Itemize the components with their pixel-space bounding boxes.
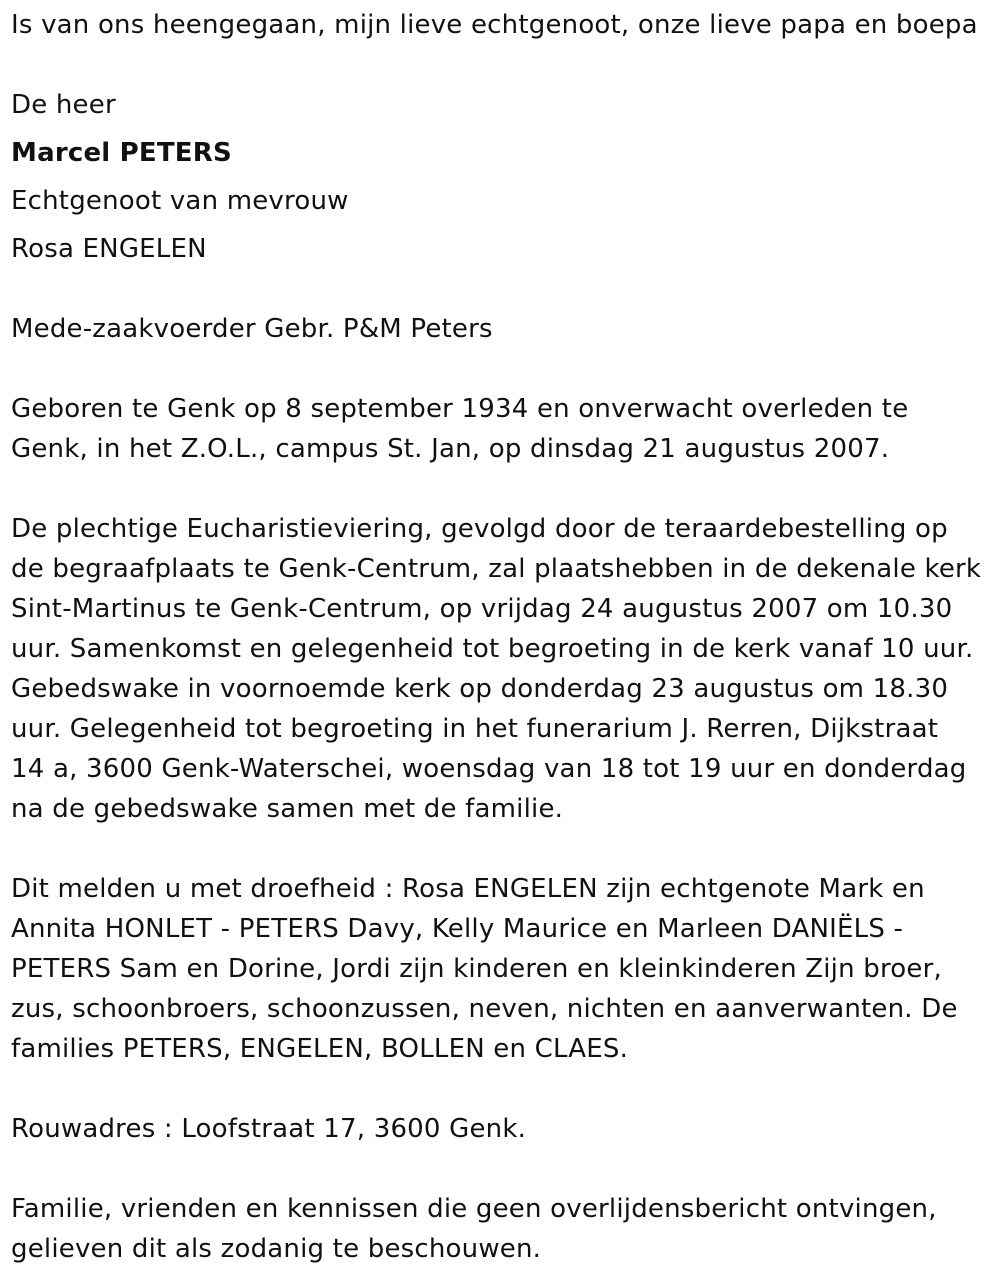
deceased-name: Marcel PETERS <box>11 138 232 168</box>
mourning-address: Rouwadres : Loofstraat 17, 3600 Genk. <box>11 1114 527 1144</box>
intro-text: Is van ons heengegaan, mijn lieve echtgenoot, onze lieve papa en boepa <box>11 10 978 40</box>
paragraph-line: 14 a, 3600 Genk-Waterschei, woensdag van 18 tot 19 uur en donderdag <box>11 754 967 784</box>
paragraph-line: Dit melden u met droefheid : Rosa ENGELEN zijn echtgenote Mark en <box>11 874 925 904</box>
paragraph-line: Geboren te Genk op 8 september 1934 en onverwacht overleden te <box>11 394 909 424</box>
paragraph-line: uur. Gelegenheid tot begroeting in het funerarium J. Rerren, Dijkstraat <box>11 714 939 744</box>
paragraph-line: Sint-Martinus te Genk-Centrum, op vrijdag 24 augustus 2007 om 10.30 <box>11 594 953 624</box>
birth-death-paragraph <box>11 389 986 469</box>
paragraph-line: Genk, in het Z.O.L., campus St. Jan, op dinsdag 21 augustus 2007. <box>11 434 890 464</box>
paragraph-line: de begraafplaats te Genk-Centrum, zal plaatshebben in de dekenale kerk <box>11 554 982 584</box>
paragraph-line: PETERS Sam en Dorine, Jordi zijn kinderen en kleinkinderen Zijn broer, <box>11 954 942 984</box>
paragraph-line: Gebedswake in voornoemde kerk op donderdag 23 augustus om 18.30 <box>11 674 949 704</box>
paragraph-line: Annita HONLET - PETERS Davy, Kelly Maurice en Marleen DANIËLS - <box>11 914 904 944</box>
paragraph-line: Familie, vrienden en kennissen die geen overlijdensbericht ontvingen, <box>11 1194 937 1224</box>
salutation: De heer <box>11 90 116 120</box>
occupation: Mede-zaakvoerder Gebr. P&M Peters <box>11 314 493 344</box>
paragraph-line: families PETERS, ENGELEN, BOLLEN en CLAES. <box>11 1034 629 1064</box>
paragraph-line: gelieven dit als zodanig te beschouwen. <box>11 1234 542 1264</box>
paragraph-line: na de gebedswake samen met de familie. <box>11 794 564 824</box>
paragraph-line: De plechtige Eucharistieviering, gevolgd door de teraardebestelling op <box>11 514 948 544</box>
spouse-label: Echtgenoot van mevrouw <box>11 186 349 216</box>
family-paragraph <box>11 869 986 1069</box>
paragraph-line: zus, schoonbroers, schoonzussen, neven, nichten en aanverwanten. De <box>11 994 958 1024</box>
paragraph-line: uur. Samenkomst en gelegenheid tot begroeting in de kerk vanaf 10 uur. <box>11 634 974 664</box>
spouse-name: Rosa ENGELEN <box>11 234 207 264</box>
ceremony-paragraph <box>11 509 986 829</box>
closing-paragraph <box>11 1189 986 1269</box>
